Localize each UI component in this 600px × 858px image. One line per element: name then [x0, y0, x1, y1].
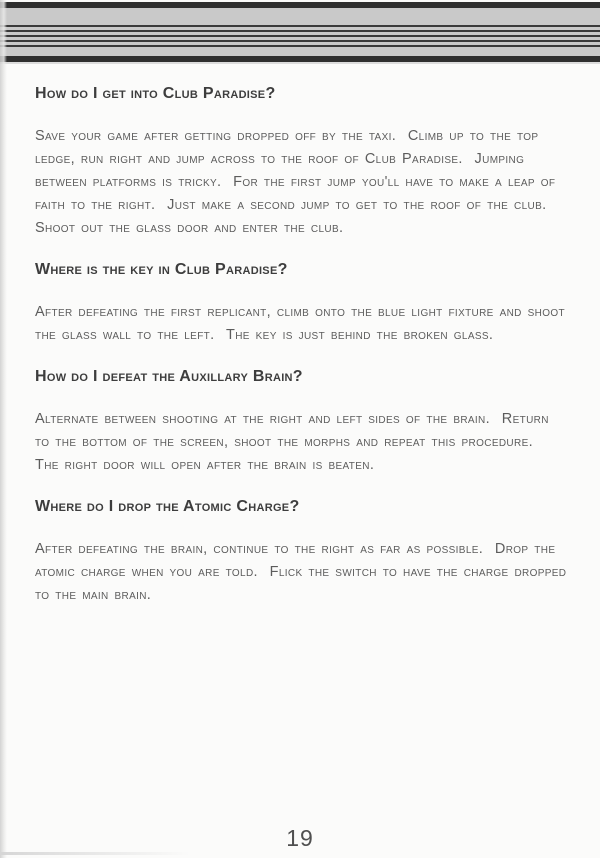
stripe-fade-edge [0, 62, 600, 64]
faq-content [35, 84, 573, 627]
faq-section [35, 260, 571, 347]
question-heading: Where do I drop the Atomic Charge? [35, 498, 300, 515]
page-bottom-shadow [0, 852, 190, 855]
stripe-thin-group [0, 25, 600, 47]
faq-section [35, 84, 568, 240]
answer-paragraph: After defeating the brain, continue to the right as far as possible. Drop the atomic charge when you are told. Flick the switch to have the charge dropped to the main brain. [35, 541, 573, 603]
answer-paragraph: After defeating the first replicant, climb onto the blue light fixture and shoot the glass wall to the left. The key is just behind the broken glass. [35, 304, 571, 343]
answer-paragraph: Save your game after getting dropped off by the taxi. Climb up to the top ledge, run right and jump across to the roof of Club Paradise. Jumping between platforms is tricky. For the first jump you'll have to make a leap of faith to the right. Just make a second jump to get to the roof of the club. Shoot out the glass door and enter the club. [35, 128, 562, 236]
stripe-thin-line [0, 40, 600, 42]
stripe-thin-line [0, 35, 600, 37]
stripe-thin-line [0, 30, 600, 32]
faq-section [35, 497, 573, 607]
answer-paragraph: Alternate between shooting at the right and left sides of the brain. Return to the bottom of the screen, shoot the morphs and repeat this procedure. The right door will open after the brain is beaten. [35, 411, 555, 473]
page-number: 19 [286, 825, 314, 851]
stripe-gray-band [0, 47, 600, 56]
stripe-thin-line [0, 25, 600, 27]
page-edge-shadow [0, 0, 7, 858]
question-heading: How do I get into Club Paradise? [35, 85, 276, 102]
question-heading: Where is the key in Club Paradise? [35, 261, 288, 278]
question-heading: How do I defeat the Auxillary Brain? [35, 368, 303, 385]
faq-section [35, 367, 568, 477]
decorative-stripe-band [0, 0, 600, 64]
stripe-gray-band [0, 8, 600, 25]
